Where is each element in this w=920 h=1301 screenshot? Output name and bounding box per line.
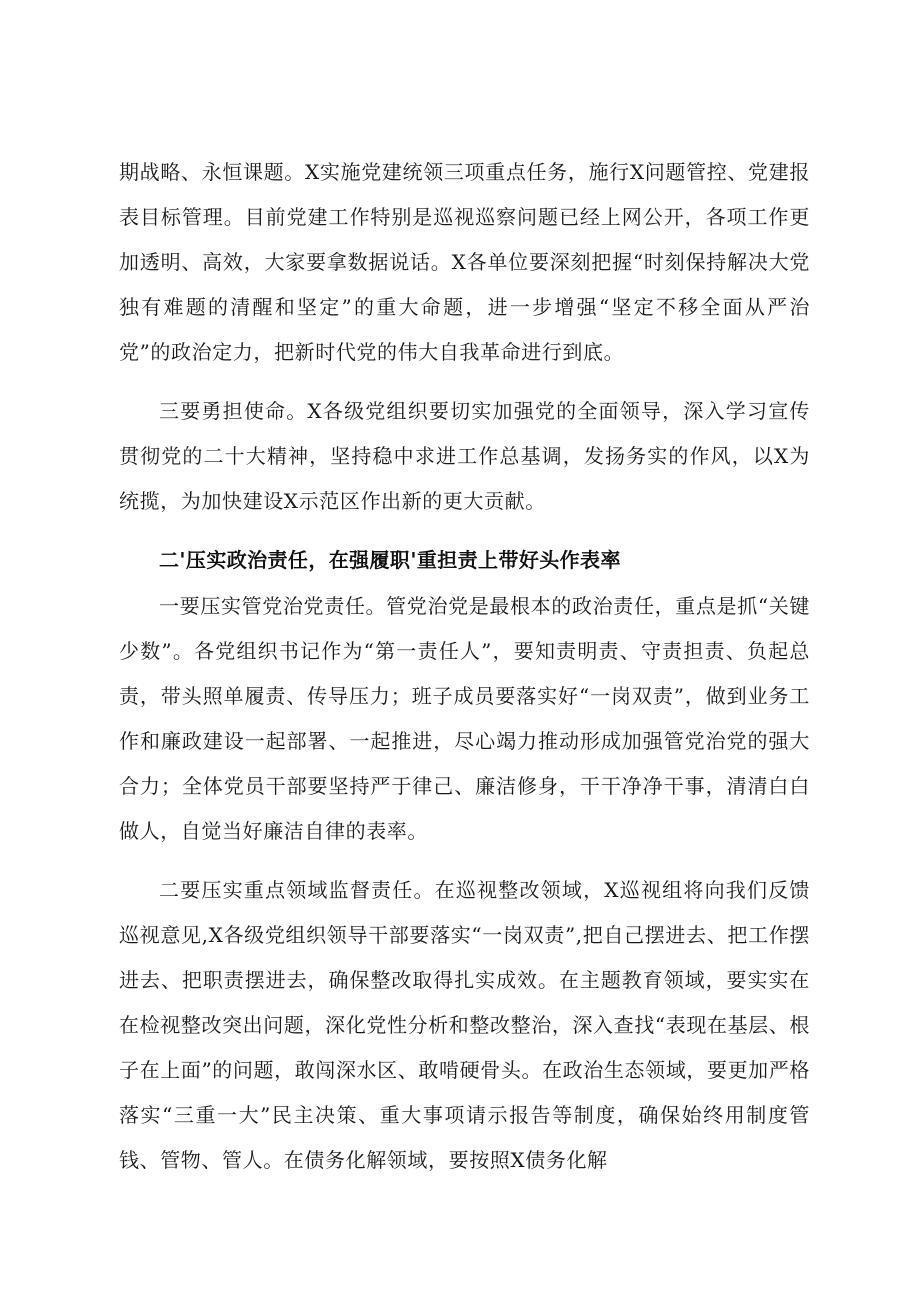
document-body: [119, 150, 810, 1183]
continuation-paragraph: 期战略、永恒课题。X实施党建统领三项重点任务，施行X问题管控、党建报表目标管理。目前党建工作特别是巡视巡察问题已经上网公开，各项工作更加透明、高效，大家要拿数据说话。X各单位要深刻把握“时刻保持解决大党独有难题的清醒和坚定”的重大命题，进一步增强“坚定不移全面从严治党”的政治定力，把新时代党的伟大自我革命进行到底。: [119, 160, 810, 364]
mission-paragraph: 三要勇担使命。X各级党组织要切实加强党的全面领导，深入学习宣传贯彻党的二十大精神，坚持稳中求进工作总基调，发扬务实的作风，以X为统揽，为加快建设X示范区作出新的更大贡献。: [119, 399, 810, 513]
section-heading: 二'压实政治责任，在强履职'重担责上带好头作表率: [159, 548, 621, 572]
responsibility-paragraph-1: 一要压实管党治党责任。管党治党是最根本的政治责任，重点是抓“关键少数”。各党组织书记作为“第一责任人”，要知责明责、守责担责、负起总责，带头照单履责、传导压力；班子成员要落实好“一岗双责”，做到业务工作和廉政建设一起部署、一起推进，尽心竭力推动形成加强管党治党的强大合力；全体党员干部要坚持严于律己、廉洁修身，干干净净干事，清清白白做人，自觉当好廉洁自律的表率。: [119, 594, 810, 843]
responsibility-paragraph-2: 二要压实重点领域监督责任。在巡视整改领域，X巡视组将向我们反馈巡视意见,X各级党组织领导干部要落实“一岗双责”,把自己摆进去、把工作摆进去、把职责摆进去，确保整改取得扎实成效。在主题教育领域，要实实在在检视整改突出问题，深化党性分析和整改整治，深入查找“表现在基层、根子在上面”的问题，敢闯深水区、敢啃硬骨头。在政治生态领域，要更加严格落实“三重一大”民主决策、重大事项请示报告等制度，确保始终用制度管钱、管物、管人。在债务化解领域，要按照X债务化解: [119, 878, 810, 1172]
